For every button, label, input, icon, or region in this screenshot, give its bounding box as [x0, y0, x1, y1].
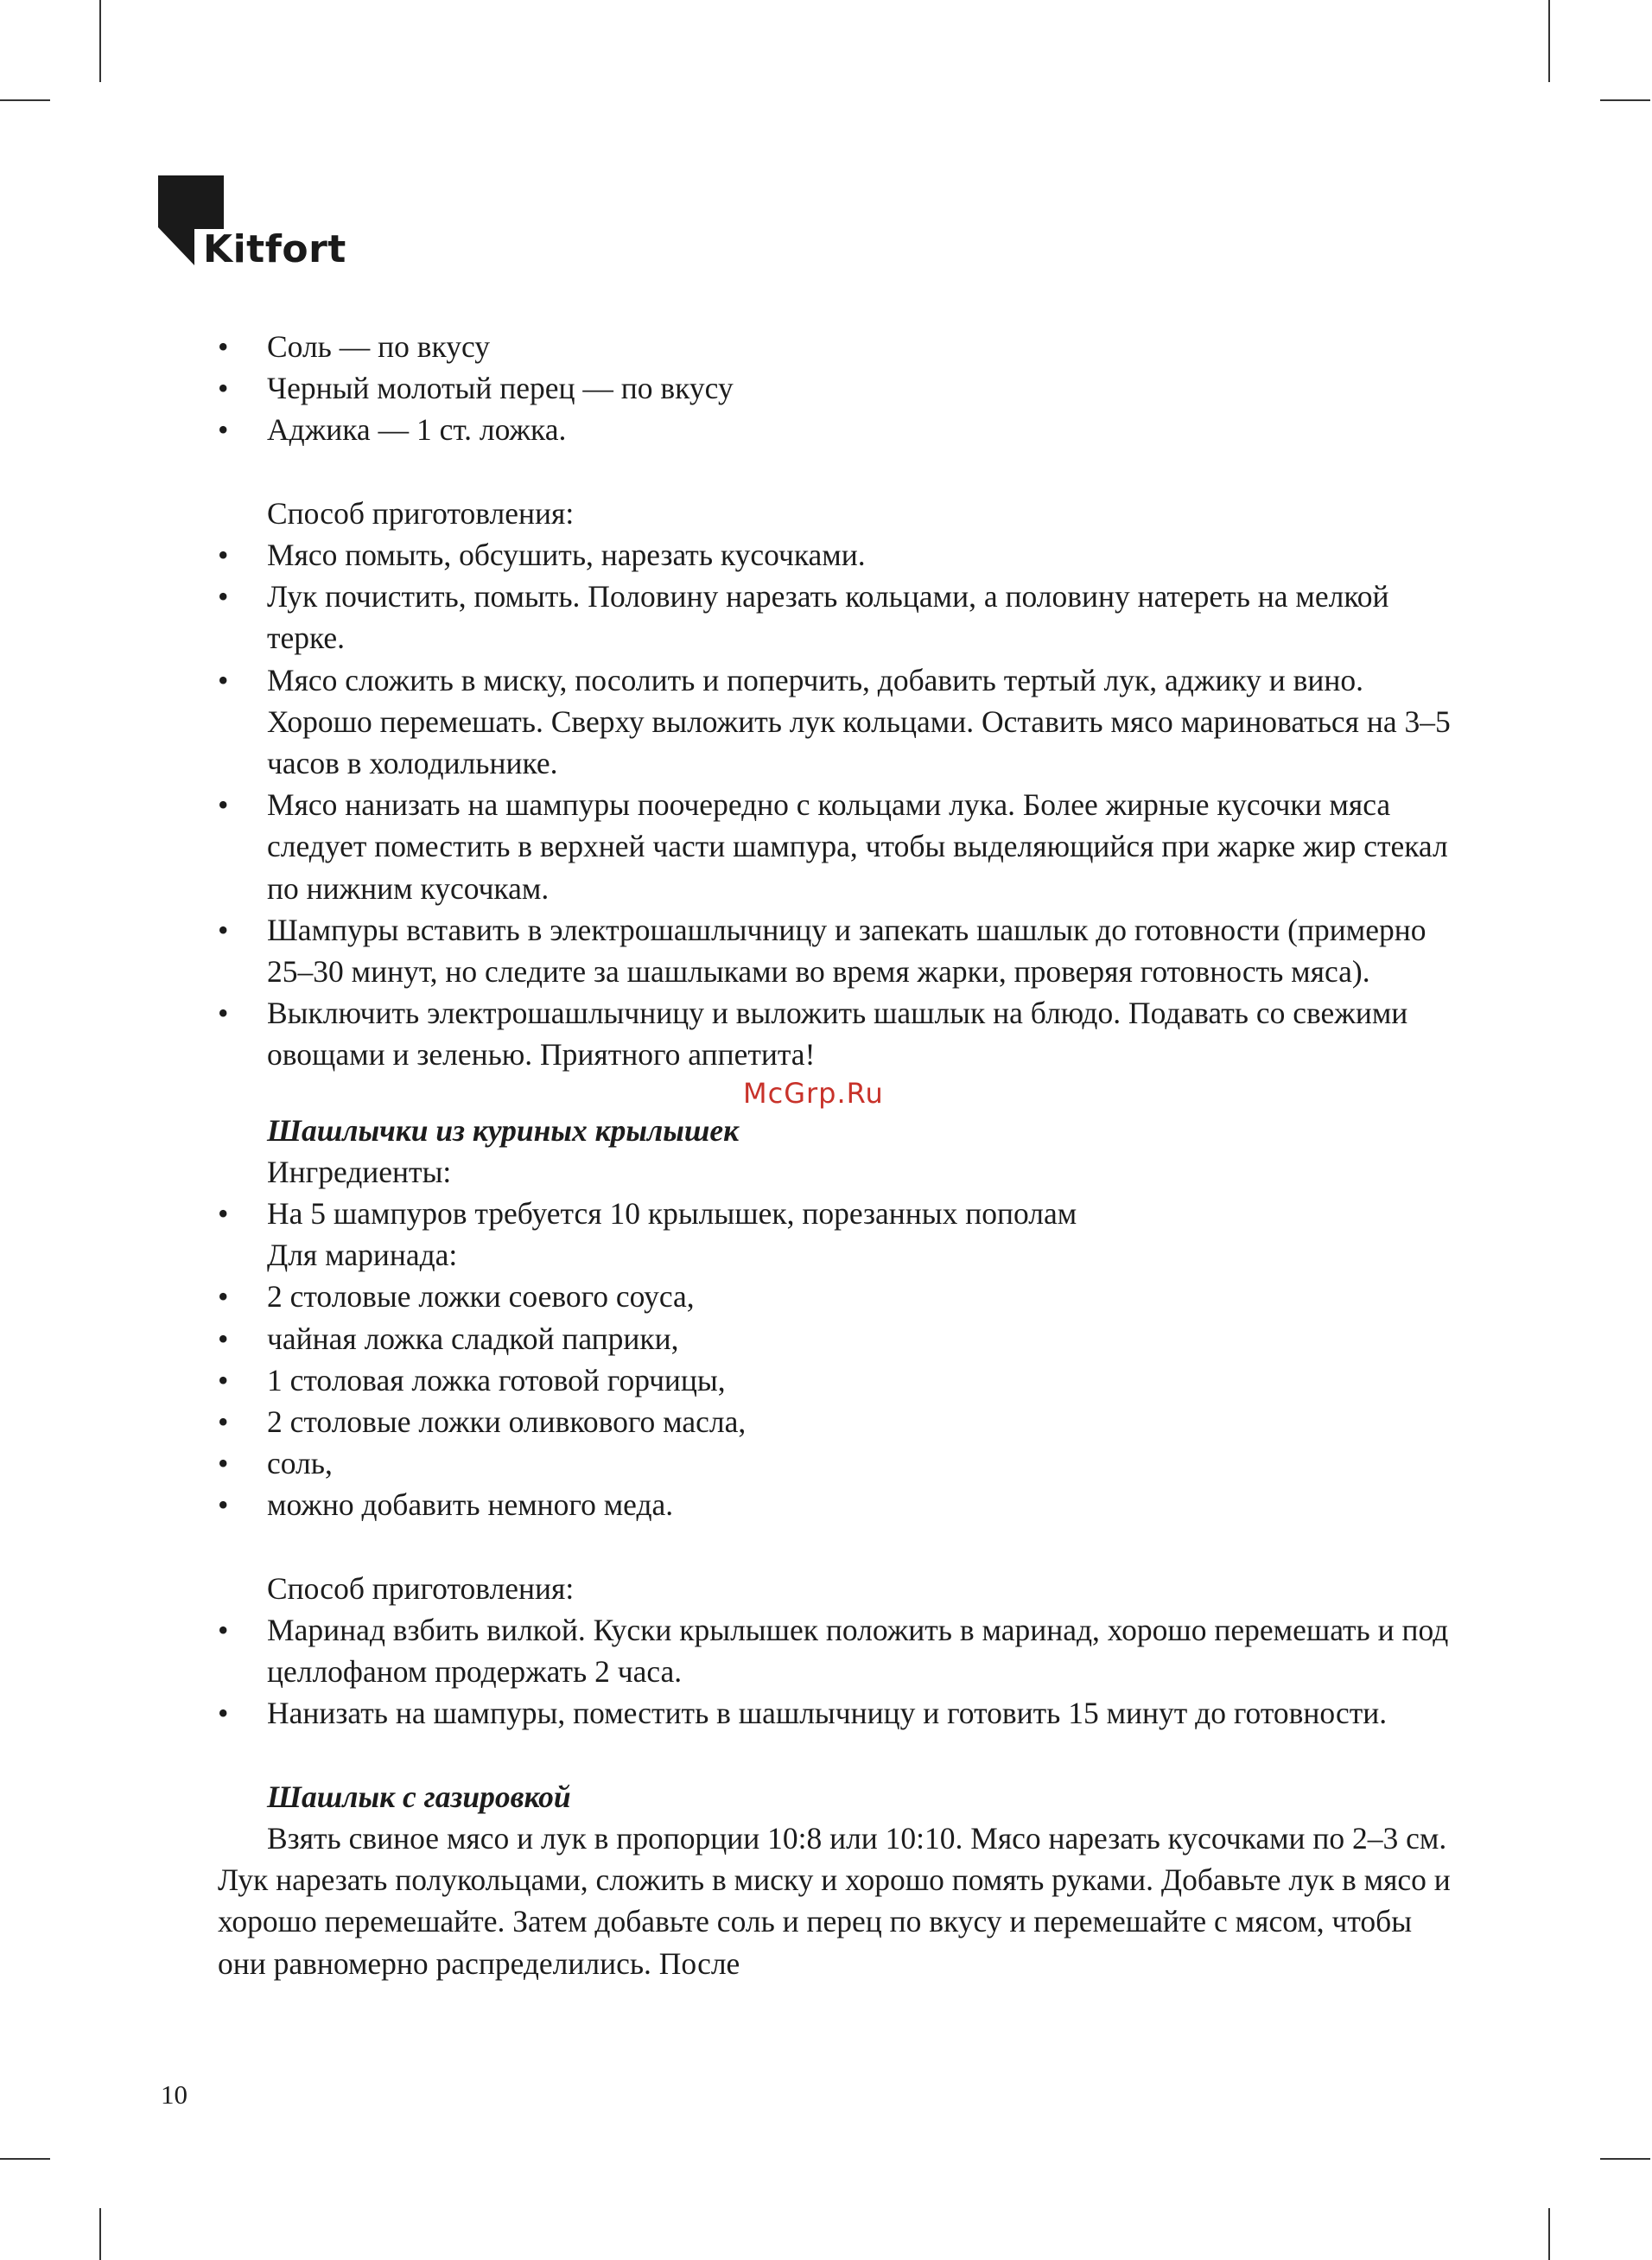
method-steps — [218, 1609, 1462, 1735]
list-item: • Соль — по вкусу — [218, 326, 1462, 367]
paragraph: Взять свиное мясо и лук в пропорции 10:8 или 10:10. Мясо нарезать кусочками по 2–3 см. Лук нарезать полукольцами, сложить в миску и хорошо помять руками. Добавьте лук в мясо и хорошо перемешайте. Затем добавьте соль и перец по вкусу и перемешайте с мясом, чтобы они равномерно распределились. После — [218, 1821, 1451, 1981]
list-item: • Выключить электрошашлычницу и выложить шашлык на блюдо. Подавать со свежими овощами и зеленью. Приятного аппетита! — [218, 992, 1462, 1075]
watermark: McGrp.Ru — [743, 1076, 884, 1110]
marinade-list — [218, 1276, 1462, 1525]
crop-mark — [0, 99, 50, 101]
list-item: • чайная ложка сладкой паприки, — [218, 1318, 1462, 1359]
crop-mark — [1600, 2158, 1650, 2160]
list-item: • Мясо сложить в миску, посолить и поперчить, добавить тертый лук, аджику и вино. Хорошо перемешать. Сверху выложить лук кольцами. Оставить мясо мариноваться на 3–5 часов в холодильнике. — [218, 659, 1462, 785]
crop-mark — [1548, 0, 1550, 82]
brand-logo — [158, 175, 346, 271]
section-label: Для маринада: — [267, 1238, 458, 1273]
crop-mark — [99, 2208, 101, 2260]
document-body — [218, 326, 1462, 1984]
list-item: • Аджика — 1 ст. ложка. — [218, 409, 1462, 450]
list-item: • Мясо помыть, обсушить, нарезать кусочками. — [218, 534, 1462, 576]
crop-mark — [1600, 99, 1650, 101]
list-item: • Мясо нанизать на шампуры поочередно с кольцами лука. Более жирные кусочки мяса следует поместить в верхней части шампура, чтобы выделяющийся при жарке жир стекал по нижним кусочкам. — [218, 784, 1462, 909]
page-number: 10 — [161, 2079, 187, 2110]
ingredient-list — [218, 326, 1462, 451]
list-item: • Черный молотый перец — по вкусу — [218, 367, 1462, 409]
list-item: • Маринад взбить вилкой. Куски крылышек положить в маринад, хорошо перемешать и под целлофаном продержать 2 часа. — [218, 1609, 1462, 1692]
list-item: • 2 столовые ложки соевого соуса, — [218, 1276, 1462, 1317]
list-item: • соль, — [218, 1442, 1462, 1484]
recipe-title: Шашлычки из куриных крылышек — [267, 1112, 740, 1148]
list-item: • Нанизать на шампуры, поместить в шашлычницу и готовить 15 минут до готовности. — [218, 1692, 1462, 1734]
method-steps — [218, 534, 1462, 1076]
recipe-title: Шашлык с газировкой — [267, 1779, 571, 1814]
list-item: • Лук почистить, помыть. Половину нарезать кольцами, а половину натереть на мелкой терке. — [218, 576, 1462, 659]
list-item: • На 5 шампуров требуется 10 крылышек, порезанных пополам — [218, 1193, 1462, 1234]
list-item: • 2 столовые ложки оливкового масла, — [218, 1401, 1462, 1442]
section-label: Ингредиенты: — [267, 1154, 452, 1189]
list-item: • Шампуры вставить в электрошашлычницу и запекать шашлык до готовности (примерно 25–30 минут, но следите за шашлыками во время жарки, проверяя готовность мяса). — [218, 909, 1462, 992]
list-item: • 1 столовая ложка готовой горчицы, — [218, 1359, 1462, 1401]
section-label: Способ приготовления: — [267, 1570, 575, 1606]
brand-name: Kitfort — [203, 227, 346, 271]
crop-mark — [99, 0, 101, 82]
list-item: • можно добавить немного меда. — [218, 1484, 1462, 1525]
section-label: Способ приготовления: — [267, 495, 575, 531]
crop-mark — [1548, 2208, 1550, 2260]
ingredient-list — [218, 1193, 1462, 1234]
crop-mark — [0, 2158, 50, 2160]
